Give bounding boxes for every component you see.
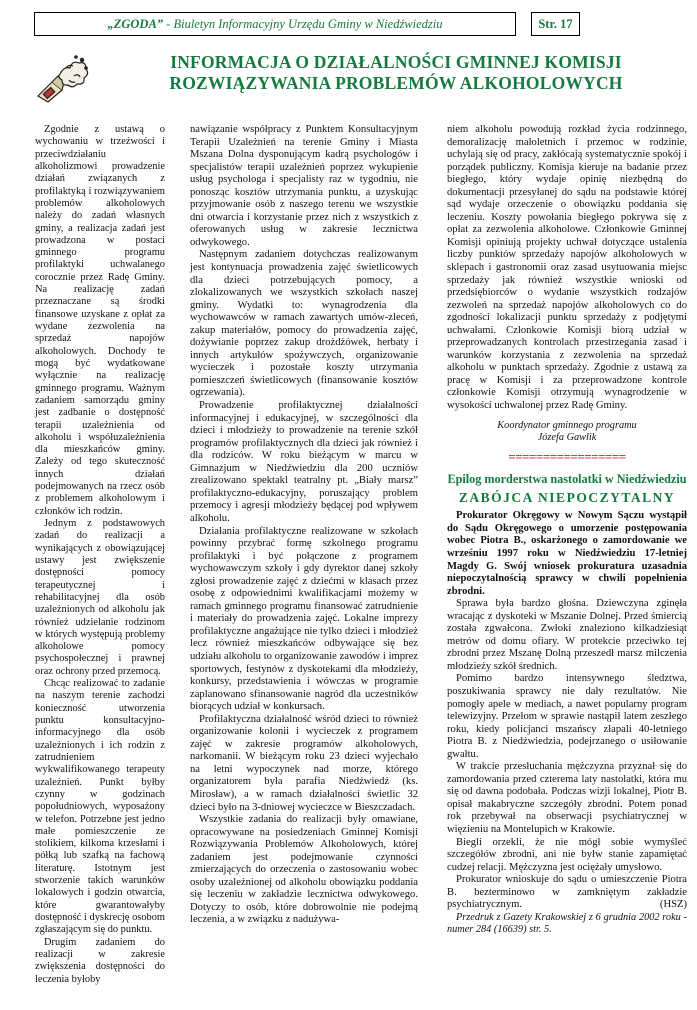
paragraph: W trakcie przesłuchania mężczyzna przyznał się do zamordowania przed czterema laty nastolatki, która mu się od dawna podobała. Podczas wizji lokalnej, Piotr B. opisał makabryczne szczegóły zbrodni. Potem ponad rok przebywał na obserwacji psychiatrycznej w więzieniu na Montelupich w Krakowie. xyxy=(447,761,687,835)
bottle-explosion-icon xyxy=(32,52,90,106)
epilog-heading: Epilog morderstwa nastolatki w Niedźwiedziu xyxy=(447,472,687,487)
paragraph: Chcąc realizować to zadanie na naszym terenie zachodzi konieczność utworzenia punktu konsultacyjno-informacyjnego dla osób uzależnionych i ich rodzin z zatrudnieniem wykwalifikowanego terapeuty uzależnień. Punkt byłby czynny w godzinach popołudniowych, wyposażony w telefon. Potrzebne jest jedno małe pomieszczenie ze stolikiem, kilkoma krzesłami i półką lub szafką na fachową literaturę. Istotnym jest stworzenie takich warunków lokalowych i godzin otwarcia, które gwarantowałyby dostępność i dyskrecję osobom zgłaszającym się do punktu. xyxy=(35,678,165,936)
paragraph: Wszystkie zadania do realizacji były omawiane, opracowywane na posiedzeniach Gminnej Komisji Rozwiązywania Problemów Alkoholowych, której zadaniem jest podejmowanie czynności zmierzających do orzeczenia o zastosowaniu wobec osoby uzależnionej od alkoholu obowiązku poddania się leczeniu w zakładzie lecznictwa odwykowego. Dotyczy to osób, które dobrowolnie nie podejmą leczenia, a w związku z nadużywa- xyxy=(190,814,418,926)
paragraph: Działania profilaktyczne realizowane w szkołach powinny przybrać formę szkolnego programu profilaktyki i być połączone z programem wychowawczym szkoły i gdy dyrektor danej szkoły zgłosi prowadzenie zajęć z dziećmi w klasach przez osobę z odpowiednimi kwalifikacjami możemy w ramach gminnego programu finansować zatrudnienie i materiały do prowadzenia zajęć. Lokalne imprezy profilaktyczne angażujące nie tylko dzieci i młodzież lecz również mieszkańców odbywające się bez udziału alkoholu to organizowanie zawodów i imprez sportowych, festynów z dyskotekami dla młodzieży, konkursy, przedstawienia i wówczas w programie zaplanowano sfinansowanie nagród dla uczestników biorących udział w konkursach. xyxy=(190,525,418,713)
source-note: Przedruk z Gazety Krakowskiej z 6 grudnia 2002 roku - numer 284 (16639) str. 5. xyxy=(447,911,687,935)
paragraph: Sprawa była bardzo głośna. Dziewczyna zginęła wracając z dyskoteki w Mszanie Dolnej. Przed śmiercią została zgwałcona. Zwłoki znaleziono kilkadziesiąt metrów od domu ofiary. W protekcie przeciwko tej zbrodni przez Mszanę Dolną przeszedł marsz milczenia młodzieży szkół średnich. xyxy=(447,598,687,672)
paragraph: Zgodnie z ustawą o wychowaniu w trzeźwości i przeciwdziałaniu alkoholizmowi prowadzenie działań związanych z profilaktyką i rozwiązywaniem problemów alkoholowych należy do zadań własnych gminy, a realizacja zadań jest prowadzona w postaci gminnego programu profilaktyki uchwalanego corocznie przez Radę Gminy. Na realizację zadań przeznaczane są środki finansowe uzyskane z opłat za wydane zezwolenia na sprzedaż napojów alkoholowych. Dochody te mogą być wydatkowane wyłącznie na realizację gminnego programu. Ważnym zadaniem samorządu gminy jest zadbanie o dostępność terapii uzależnienia od alkoholu i współuzależnienia dla mieszkańców gminy. Zależy od tego skuteczność innych działań podejmowanych na rzecz osób z problemem alkoholowym i członków ich rodzin. xyxy=(35,124,165,517)
article-column-2 xyxy=(190,124,418,927)
paragraph: Drugim zadaniem do realizacji w zakresie zwiększenia dostępności do leczenia byłoby xyxy=(35,936,165,985)
paragraph: nawiązanie współpracy z Punktem Konsultacyjnym Terapii Uzależnień na terenie Gminy i Miasta Mszana Dolna dysponującym kadrą psychologów i specjalistów terapii uzależnień poprzez wykupienie usług psychologa i specjalisty raz w tygodniu, nie ponosząc kosztów utrzymania punktu, a uzyskując przyjmowanie osób z naszego terenu we wszystkie dni otwarcia i korzystanie przez nich z wszystkich z oferowanych usług w zakresie lecznictwa odwykowego. xyxy=(190,124,418,248)
paragraph: Jednym z podstawowych zadań do realizacji a wynikających z obowiązującej ustawy jest zwiększenie dostępności pomocy terapeutycznej i rehabilitacyjnej dla osób uzależnionych od alkoholu jak również udzielanie rodzinom w których występują problemy alkoholowe pomocy psychospołecznej i prawnej oraz ochrony przed przemocą. xyxy=(35,518,165,677)
signature xyxy=(447,420,687,445)
epilog-big-heading: ZABÓJCA NIEPOCZYTALNY xyxy=(458,489,676,505)
separator-line: ================= xyxy=(508,448,626,464)
paragraph: Pomimo bardzo intensywnego śledztwa, poszukiwania sprawcy nie dały rezultatów. Nie pomogły apele w mediach, a nawet popularny program telewizyjny. Przełom w sprawie nastąpił latem zeszłego roku, kiedy policjanci mszańscy złapali 40-letniego Piotra B. z Niedźwiedzia, podejrzanego o usiłowanie gwałtu. xyxy=(447,673,687,760)
page-number: Str. 17 xyxy=(531,12,580,36)
lead-paragraph: Prokurator Okręgowy w Nowym Sączu wystąpił do Sądu Okręgowego o umorzenie postępowania wobec Piotra B., oskarżonego o zamordowanie we wrześniu 1997 roku w Niedźwiedziu 17-letniej Magdy G. Swój wniosek prokuratura uzasadnia niepoczytalnością sprawcy w chwili popełnienia zbrodni. xyxy=(447,510,687,597)
bulletin-name: „ZGODA” xyxy=(107,17,164,31)
paragraph: Następnym zadaniem dotychczas realizowanym jest kontynuacja prowadzenia zajęć świetlicowych dla dzieci potrzebujących pomocy, a zlokalizowanych we wszystkich szkołach naszej gminy. Wydatki to: wynagrodzenia dla wychowawców w ramach zawartych umów-zleceń, zakup materiałów, pomocy do prowadzenia zajęć, dożywianie poprzez zakup drożdżówek, herbaty i innych artykułów spożywczych, organizowanie wycieczek i pozostałe koszty utrzymania pomieszczeń świetlicowych (finansowanie kosztów ogrzewania). xyxy=(190,249,418,399)
bulletin-subtitle: - Biuletyn Informacyjny Urzędu Gminy w Niedźwiedziu xyxy=(163,17,443,31)
article-column-1 xyxy=(35,124,165,986)
paragraph: Profilaktyczna działalność wśród dzieci to również organizowanie kolonii i wycieczek z programem zajęć w zakresie programów alkoholowych, narkomanii. W bieżącym roku 23 dzieci wyjechało na letni wypoczynek nad morze, którego organizatorem była parafia Niedźwiedź (ks. Mirosław), a w ramach działalności świetlic 32 dzieci było na 3-dniowej wycieczce w Bieszczadach. xyxy=(190,713,418,813)
author-initials: (HSZ) xyxy=(659,899,687,911)
paragraph: Biegli orzekli, że nie mógł sobie wymyśleć szczegółów zbrodni, ani nie byłw stanie zapamiętać cudzej relacji. Mężczyzna jest ociężały umysłowo. xyxy=(447,836,687,873)
signature-role: Koordynator gminnego programu xyxy=(497,419,637,431)
paragraph-text: Prokurator wnioskuje do sądu o umieszczenie Piotra B. bezterminowo w zamkniętym zakładzie psychiatrycznym. xyxy=(447,874,687,911)
signature-name: Józefa Gawlik xyxy=(537,432,597,444)
bulletin-header xyxy=(34,12,516,36)
article-title: INFORMACJA O DZIAŁALNOŚCI GMINNEJ KOMISJI ROZWIĄZYWANIA PROBLEMÓW ALKOHOLOWYCH xyxy=(169,52,623,93)
article-column-3 xyxy=(447,124,687,936)
paragraph xyxy=(447,874,687,912)
paragraph: Prowadzenie profilaktycznej działalności informacyjnej i edukacyjnej, w szczególności dla dzieci i młodzieży to prowadzenie na terenie szkół programów profilaktycznych dla dzieci jak również i dla rodziców. W roku bieżącym w marcu w Gimnazjum w Niedźwiedziu dla 200 uczniów zrealizowano spektakl teatralny pt. „Biały marsz” profilaktyczno-edukacyjny, poruszający problem przemocy i agresji młodzieży będącej pod wpływem alkoholu. xyxy=(190,400,418,524)
paragraph: niem alkoholu powodują rozkład życia rodzinnego, demoralizację małoletnich i przemoc w rodzinie, uchylają się od pracy, zakłócają systematycznie spokój i porządek publiczny. Komisja kieruje na badanie przez biegłego, który wydaje opinię niezbędną do dokumentacji przesyłanej do sądu na podstawie której sąd wydaje orzeczenie o obowiązku poddania się leczeniu. Koszty powołania biegłego pokrywa się z opłat za zezwolenia alkoholowe. Członkowie Gminnej Komisji opiniują projekty uchwał dotyczące ustalenia liczby punktów sprzedaży napojów alkoholowych w sklepach i gastronomii oraz zasad usytuowania miejsc sprzedaży jak również wszystkie wnioski od przedsiębiorców o wydanie wszystkich rodzajów zezwoleń na sprzedaż napojów alkoholowych co do zgodności lokalizacji punktu sprzedaży z podjętymi uchwałami. Członkowie Komisji biorą udział w przeprowadzanych kontrolach przestrzegania zasad i warunków korzystania z zezwolenia na sprzedaż alkoholu w punktach sprzedaży. Zgodnie z ustawą za pracę w Komisji i za przeprowadzone kontrole członkowie Komisji otrzymują wynagrodzenie w wysokości uchwalonej przez Radę Gminy. xyxy=(447,124,687,412)
